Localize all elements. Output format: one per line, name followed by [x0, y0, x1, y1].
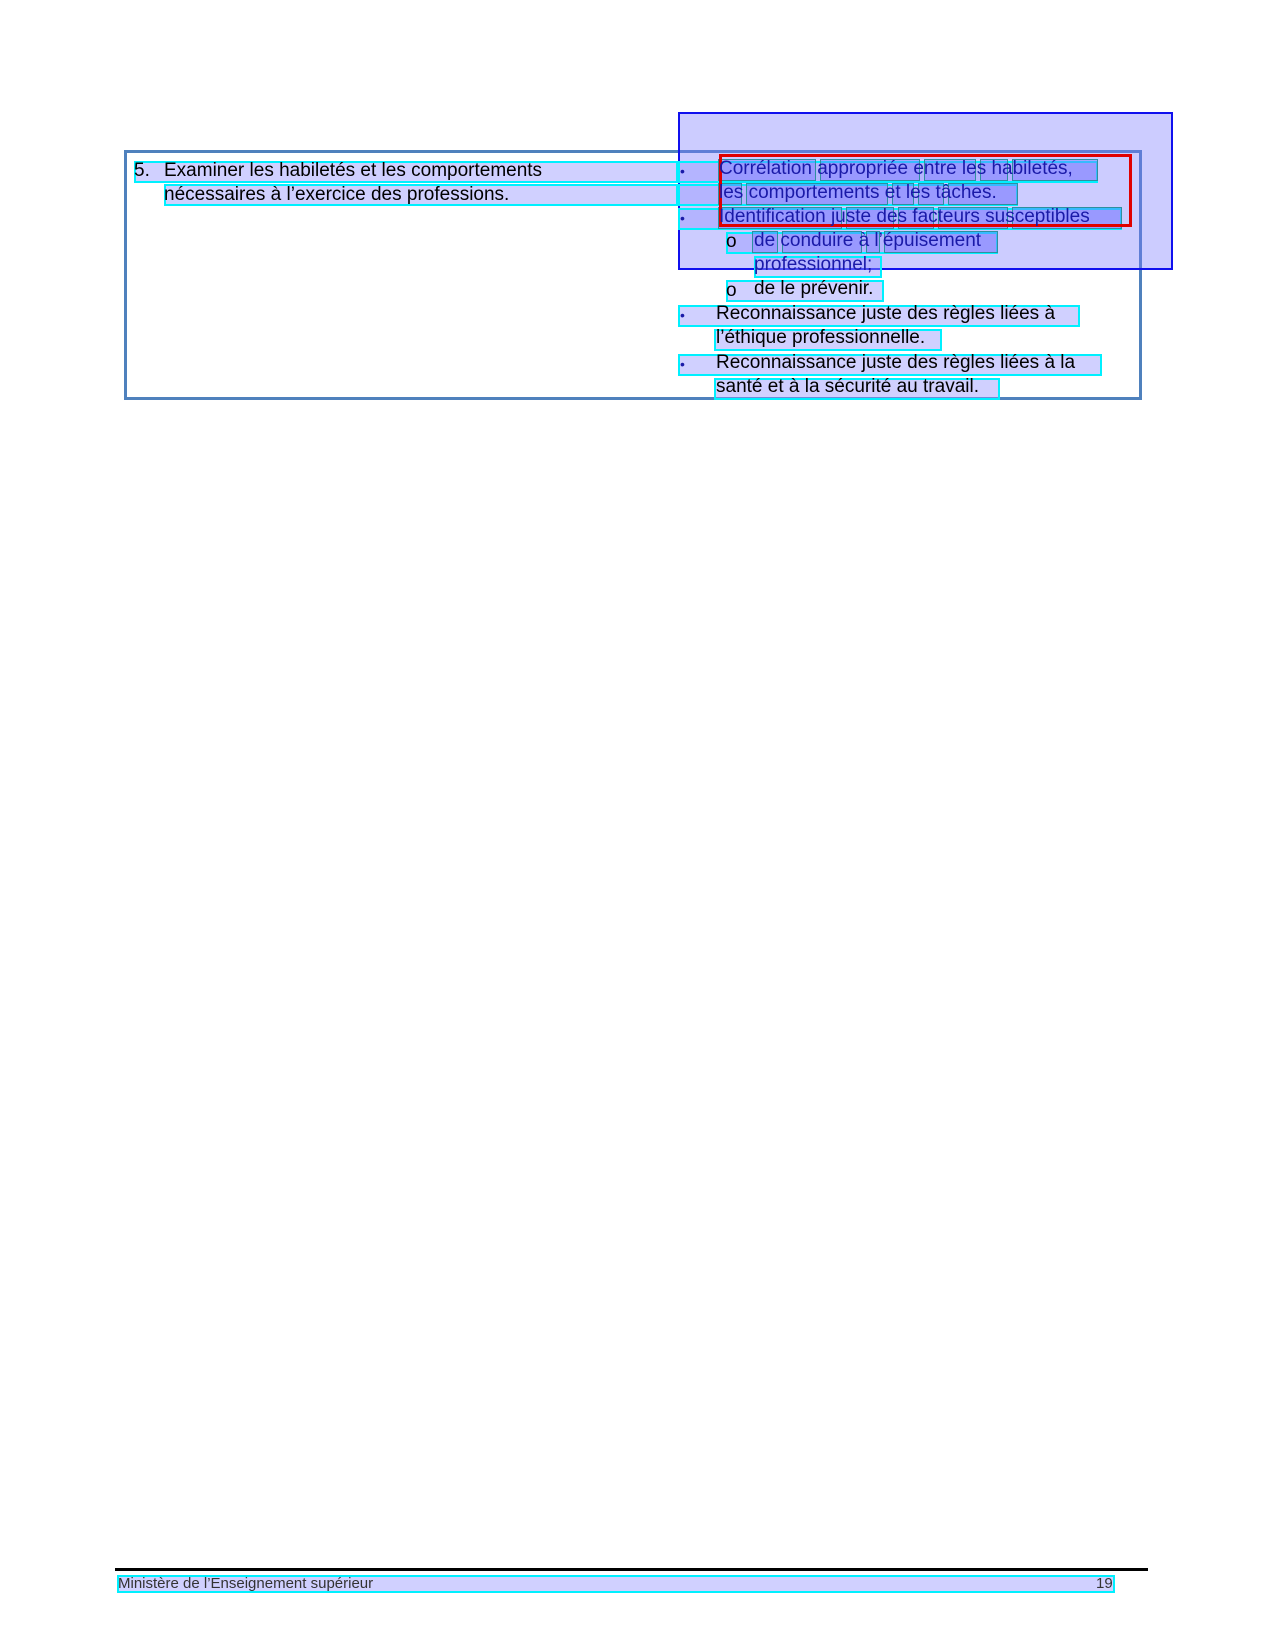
- criterion-1-line-1: Corrélation appropriée entre les habiletés,: [719, 158, 1073, 179]
- bullet-icon: •: [680, 163, 685, 179]
- criterion-2-line-1: Identification juste des facteurs susceptibles: [719, 206, 1090, 227]
- bullet-icon: •: [680, 210, 685, 226]
- sub-bullet-icon: o: [726, 231, 737, 252]
- page-number: 19: [1096, 1575, 1113, 1592]
- footer-rule: [115, 1568, 1148, 1571]
- criterion-4-line-1: Reconnaissance juste des règles liées à la: [716, 352, 1076, 373]
- bullet-icon: •: [680, 307, 685, 323]
- footer-ministry: Ministère de l’Enseignement supérieur: [118, 1575, 374, 1592]
- criterion-4-line-2: santé et à la sécurité au travail.: [716, 376, 979, 397]
- criterion-2-sub-2: de le prévenir.: [754, 278, 874, 299]
- item-number: 5.: [134, 160, 150, 181]
- criterion-3-line-2: l’éthique professionnelle.: [716, 327, 926, 348]
- bullet-icon: •: [680, 356, 685, 372]
- criterion-2-sub-1-line-2: professionnel;: [754, 254, 873, 275]
- objective-line-1: Examiner les habiletés et les comportements: [164, 160, 543, 181]
- criterion-1-line-2: les comportements et les tâches.: [719, 182, 997, 203]
- criterion-2-sub-1-line-1: de conduire à l’épuisement: [754, 230, 982, 251]
- sub-bullet-icon: o: [726, 280, 737, 301]
- criterion-3-line-1: Reconnaissance juste des règles liées à: [716, 303, 1056, 324]
- objective-line-2: nécessaires à l’exercice des professions.: [164, 184, 510, 205]
